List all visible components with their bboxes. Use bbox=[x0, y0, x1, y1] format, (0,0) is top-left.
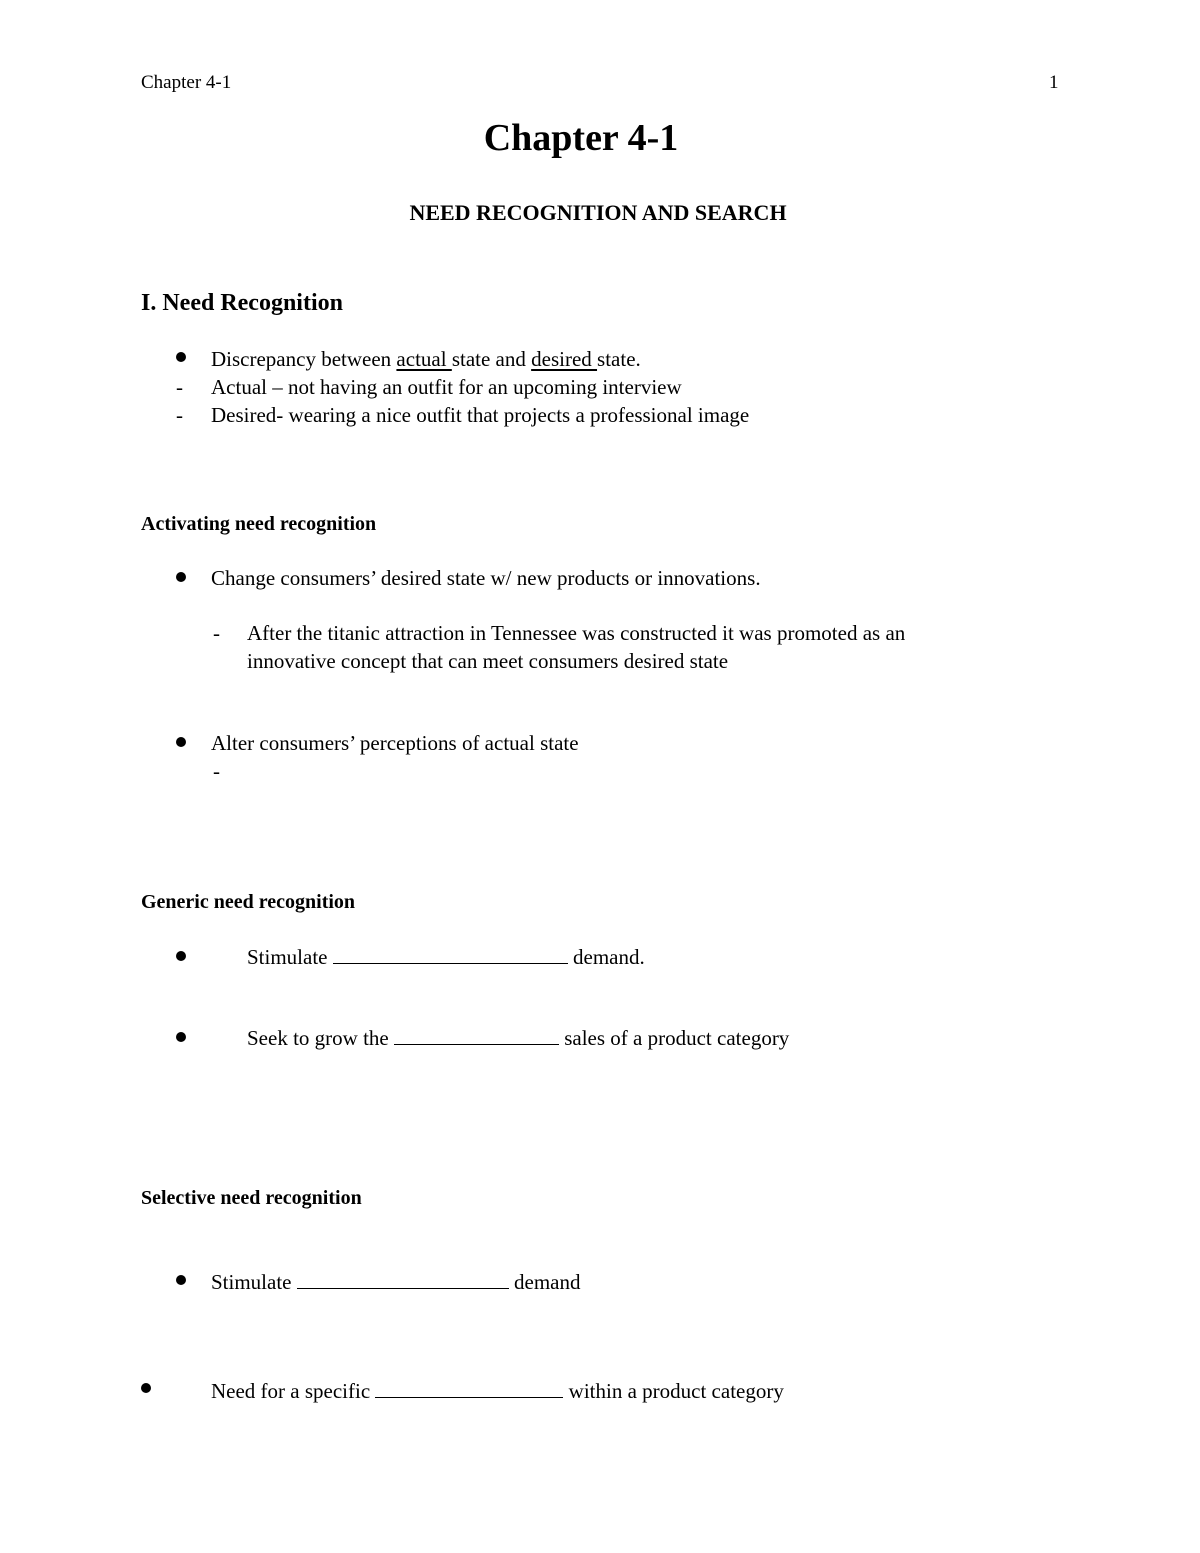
running-header: Chapter 4-1 bbox=[141, 72, 232, 93]
bullet-icon bbox=[176, 352, 186, 362]
list-item: Change consumers’ desired state w/ new products or innovations. bbox=[211, 566, 761, 590]
list-item: Alter consumers’ perceptions of actual state bbox=[211, 731, 579, 755]
bullet-icon bbox=[176, 572, 186, 582]
fill-in-item: Stimulate demand bbox=[211, 1270, 581, 1294]
section-heading-generic: Generic need recognition bbox=[141, 891, 356, 913]
fill-in-item: Seek to grow the sales of a product category bbox=[247, 1026, 790, 1050]
bullet-icon bbox=[176, 1032, 186, 1042]
dash-marker: - bbox=[213, 621, 220, 645]
bullet-icon bbox=[141, 1383, 151, 1393]
list-item: Discrepancy between actual state and desired state. bbox=[211, 347, 641, 371]
page-title: Chapter 4-1 bbox=[483, 117, 679, 159]
list-item: After the titanic attraction in Tennessee was constructed it was promoted as an bbox=[247, 621, 906, 645]
page-subtitle: NEED RECOGNITION AND SEARCH bbox=[409, 200, 787, 225]
answer-blank bbox=[333, 944, 568, 964]
bullet-icon bbox=[176, 951, 186, 961]
answer-blank bbox=[394, 1025, 559, 1045]
answer-blank bbox=[297, 1269, 509, 1289]
fill-in-item: Need for a specific within a product category bbox=[211, 1379, 784, 1403]
dash-marker: - bbox=[176, 375, 183, 399]
dash-marker: - bbox=[176, 403, 183, 427]
section-heading-activating: Activating need recognition bbox=[141, 513, 377, 535]
page-number: 1 bbox=[1049, 72, 1059, 93]
section-heading-need-recognition: I. Need Recognition bbox=[141, 290, 343, 316]
answer-blank bbox=[375, 1378, 563, 1398]
bullet-icon bbox=[176, 1275, 186, 1285]
dash-marker: - bbox=[213, 759, 220, 783]
list-item-continuation: innovative concept that can meet consumers desired state bbox=[247, 649, 729, 673]
list-item: Actual – not having an outfit for an upcoming interview bbox=[211, 375, 682, 399]
section-heading-selective: Selective need recognition bbox=[141, 1187, 362, 1209]
bullet-icon bbox=[176, 737, 186, 747]
list-item: Desired- wearing a nice outfit that projects a professional image bbox=[211, 403, 750, 427]
fill-in-item: Stimulate demand. bbox=[247, 945, 645, 969]
